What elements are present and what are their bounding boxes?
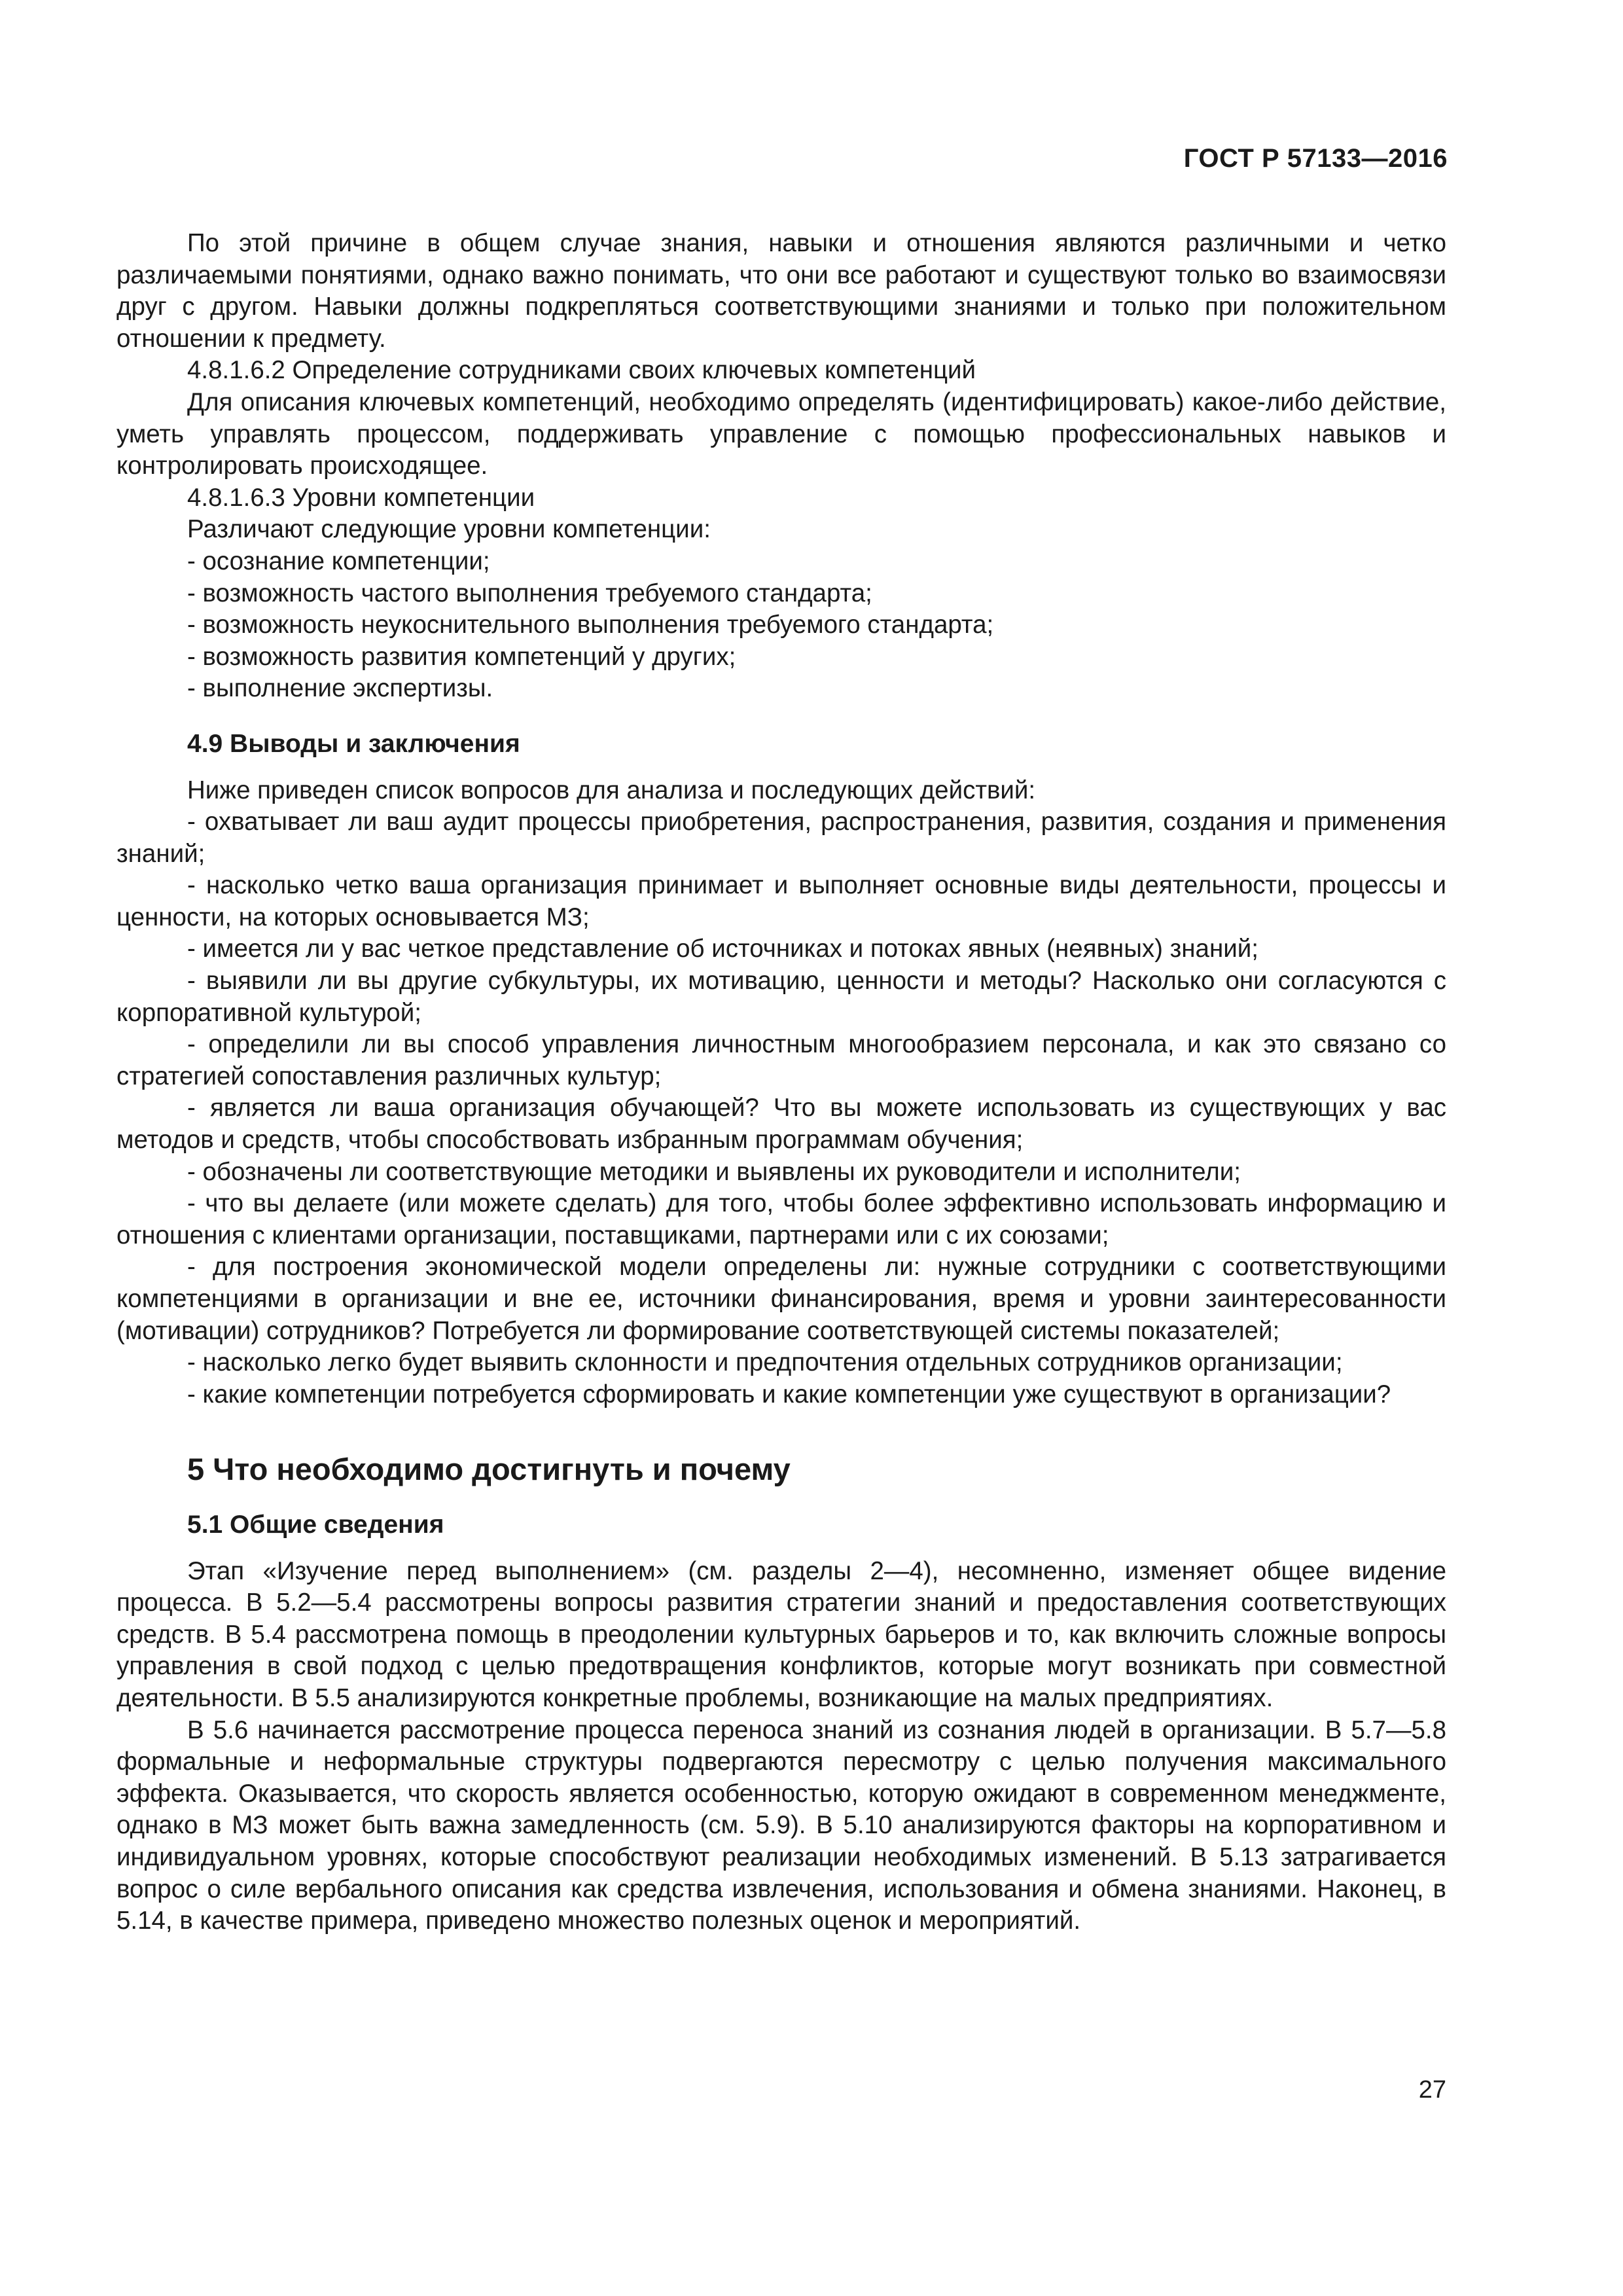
document-code: ГОСТ Р 57133—2016 — [1183, 144, 1448, 173]
section-heading: 5.1 Общие сведения — [187, 1510, 444, 1539]
list-item: - возможность развития компетенций у других; — [187, 642, 736, 671]
list-item: - определили ли вы способ управления личностным многообразием персонала, и как это связано со стратегией сопоставления различных культур; — [116, 1030, 1446, 1090]
list-item: - насколько четко ваша организация принимает и выполняет основные виды деятельности, процессы и ценности, на которых основывается МЗ; — [116, 871, 1446, 931]
paragraph: Этап «Изучение перед выполнением» (см. разделы 2—4), несомненно, изменяет общее видение процесса. В 5.2—5.4 рассмотрены вопросы развития стратегии знаний и предоставления соответствующих средств. В 5.4 рассмотрена помощь в преодолении культурных барьеров и то, как включить сложные вопросы управления в свой подход с целью предотвращения конфликтов, которые могут возникать при совместной деятельности. В 5.5 анализируются конкретные проблемы, возникающие на малых предприятиях. — [116, 1556, 1446, 1712]
list-item: - выполнение экспертизы. — [187, 674, 493, 703]
chapter-heading: 5 Что необходимо достигнуть и почему — [187, 1452, 791, 1487]
section-heading: 4.9 Выводы и заключения — [187, 729, 520, 758]
list-item: - выявили ли вы другие субкультуры, их мотивацию, ценности и методы? Насколько они согласуются с корпоративной культурой; — [116, 967, 1446, 1027]
list-item: - возможность частого выполнения требуемого стандарта; — [187, 579, 872, 607]
document-body — [116, 228, 1446, 1937]
paragraph: По этой причине в общем случае знания, навыки и отношения являются различными и четко различаемыми понятиями, однако важно понимать, что они все работают и существуют только во взаимосвязи друг с другом. Навыки должны подкрепляться соответствующими знаниями и только при положительном отношении к предмету. — [116, 229, 1446, 353]
list-item: - что вы делаете (или можете сделать) для того, чтобы более эффективно использовать информацию и отношения с клиентами организации, поставщиками, партнерами или с их союзами; — [116, 1189, 1446, 1249]
clause-heading: 4.8.1.6.2 Определение сотрудниками своих ключевых компетенций — [187, 356, 976, 385]
list-item: - какие компетенции потребуется сформировать и какие компетенции уже существуют в организации? — [187, 1380, 1391, 1408]
list-item: - для построения экономической модели определены ли: нужные сотрудники с соответствующими компетенциями в организации и вне ее, источники финансирования, время и уровни заинтересованности (мотивации) сотрудников? Потребуется ли формирование соответствующей системы показателей; — [116, 1253, 1446, 1345]
list-item: - возможность неукоснительного выполнения требуемого стандарта; — [187, 611, 994, 639]
list-item: - насколько легко будет выявить склонности и предпочтения отдельных сотрудников организации; — [187, 1348, 1343, 1377]
list-item: - обозначены ли соответствующие методики и выявлены их руководители и исполнители; — [187, 1157, 1241, 1186]
list-item: - является ли ваша организация обучающей? Что вы можете использовать из существующих у вас методов и средств, чтобы способствовать избранным программам обучения; — [116, 1094, 1446, 1155]
paragraph: В 5.6 начинается рассмотрение процесса переноса знаний из сознания людей в организации. В 5.7—5.8 формальные и неформальные структуры подвергаются пересмотру с целью получения максимального эффекта. Оказывается, что скорость является особенностью, которую ожидают в современном менеджменте, однако в МЗ может быть важна замедленность (см. 5.9). В 5.10 анализируются факторы на корпоративном и индивидуальном уровнях, которые способствуют реализации необходимых изменений. В 5.13 затрагивается вопрос о силе вербального описания как средства извлечения, использования и обмена знаниями. Наконец, в 5.14, в качестве примера, приведено множество полезных оценок и мероприятий. — [116, 1715, 1446, 1935]
page-number: 27 — [1418, 2076, 1446, 2104]
list-item: - охватывает ли ваш аудит процессы приобретения, распространения, развития, создания и применения знаний; — [116, 808, 1446, 868]
paragraph: Ниже приведен список вопросов для анализа и последующих действий: — [187, 776, 1036, 804]
list-item: - имеется ли у вас четкое представление об источниках и потоках явных (неявных) знаний; — [187, 935, 1258, 963]
paragraph: Для описания ключевых компетенций, необходимо определять (идентифицировать) какое-либо действие, уметь управлять процессом, поддерживать управление с помощью профессиональных навыков и контролировать происходящее. — [116, 387, 1446, 480]
paragraph: Различают следующие уровни компетенции: — [187, 515, 711, 544]
clause-heading: 4.8.1.6.3 Уровни компетенции — [187, 483, 535, 512]
list-item: - осознание компетенции; — [187, 547, 490, 575]
